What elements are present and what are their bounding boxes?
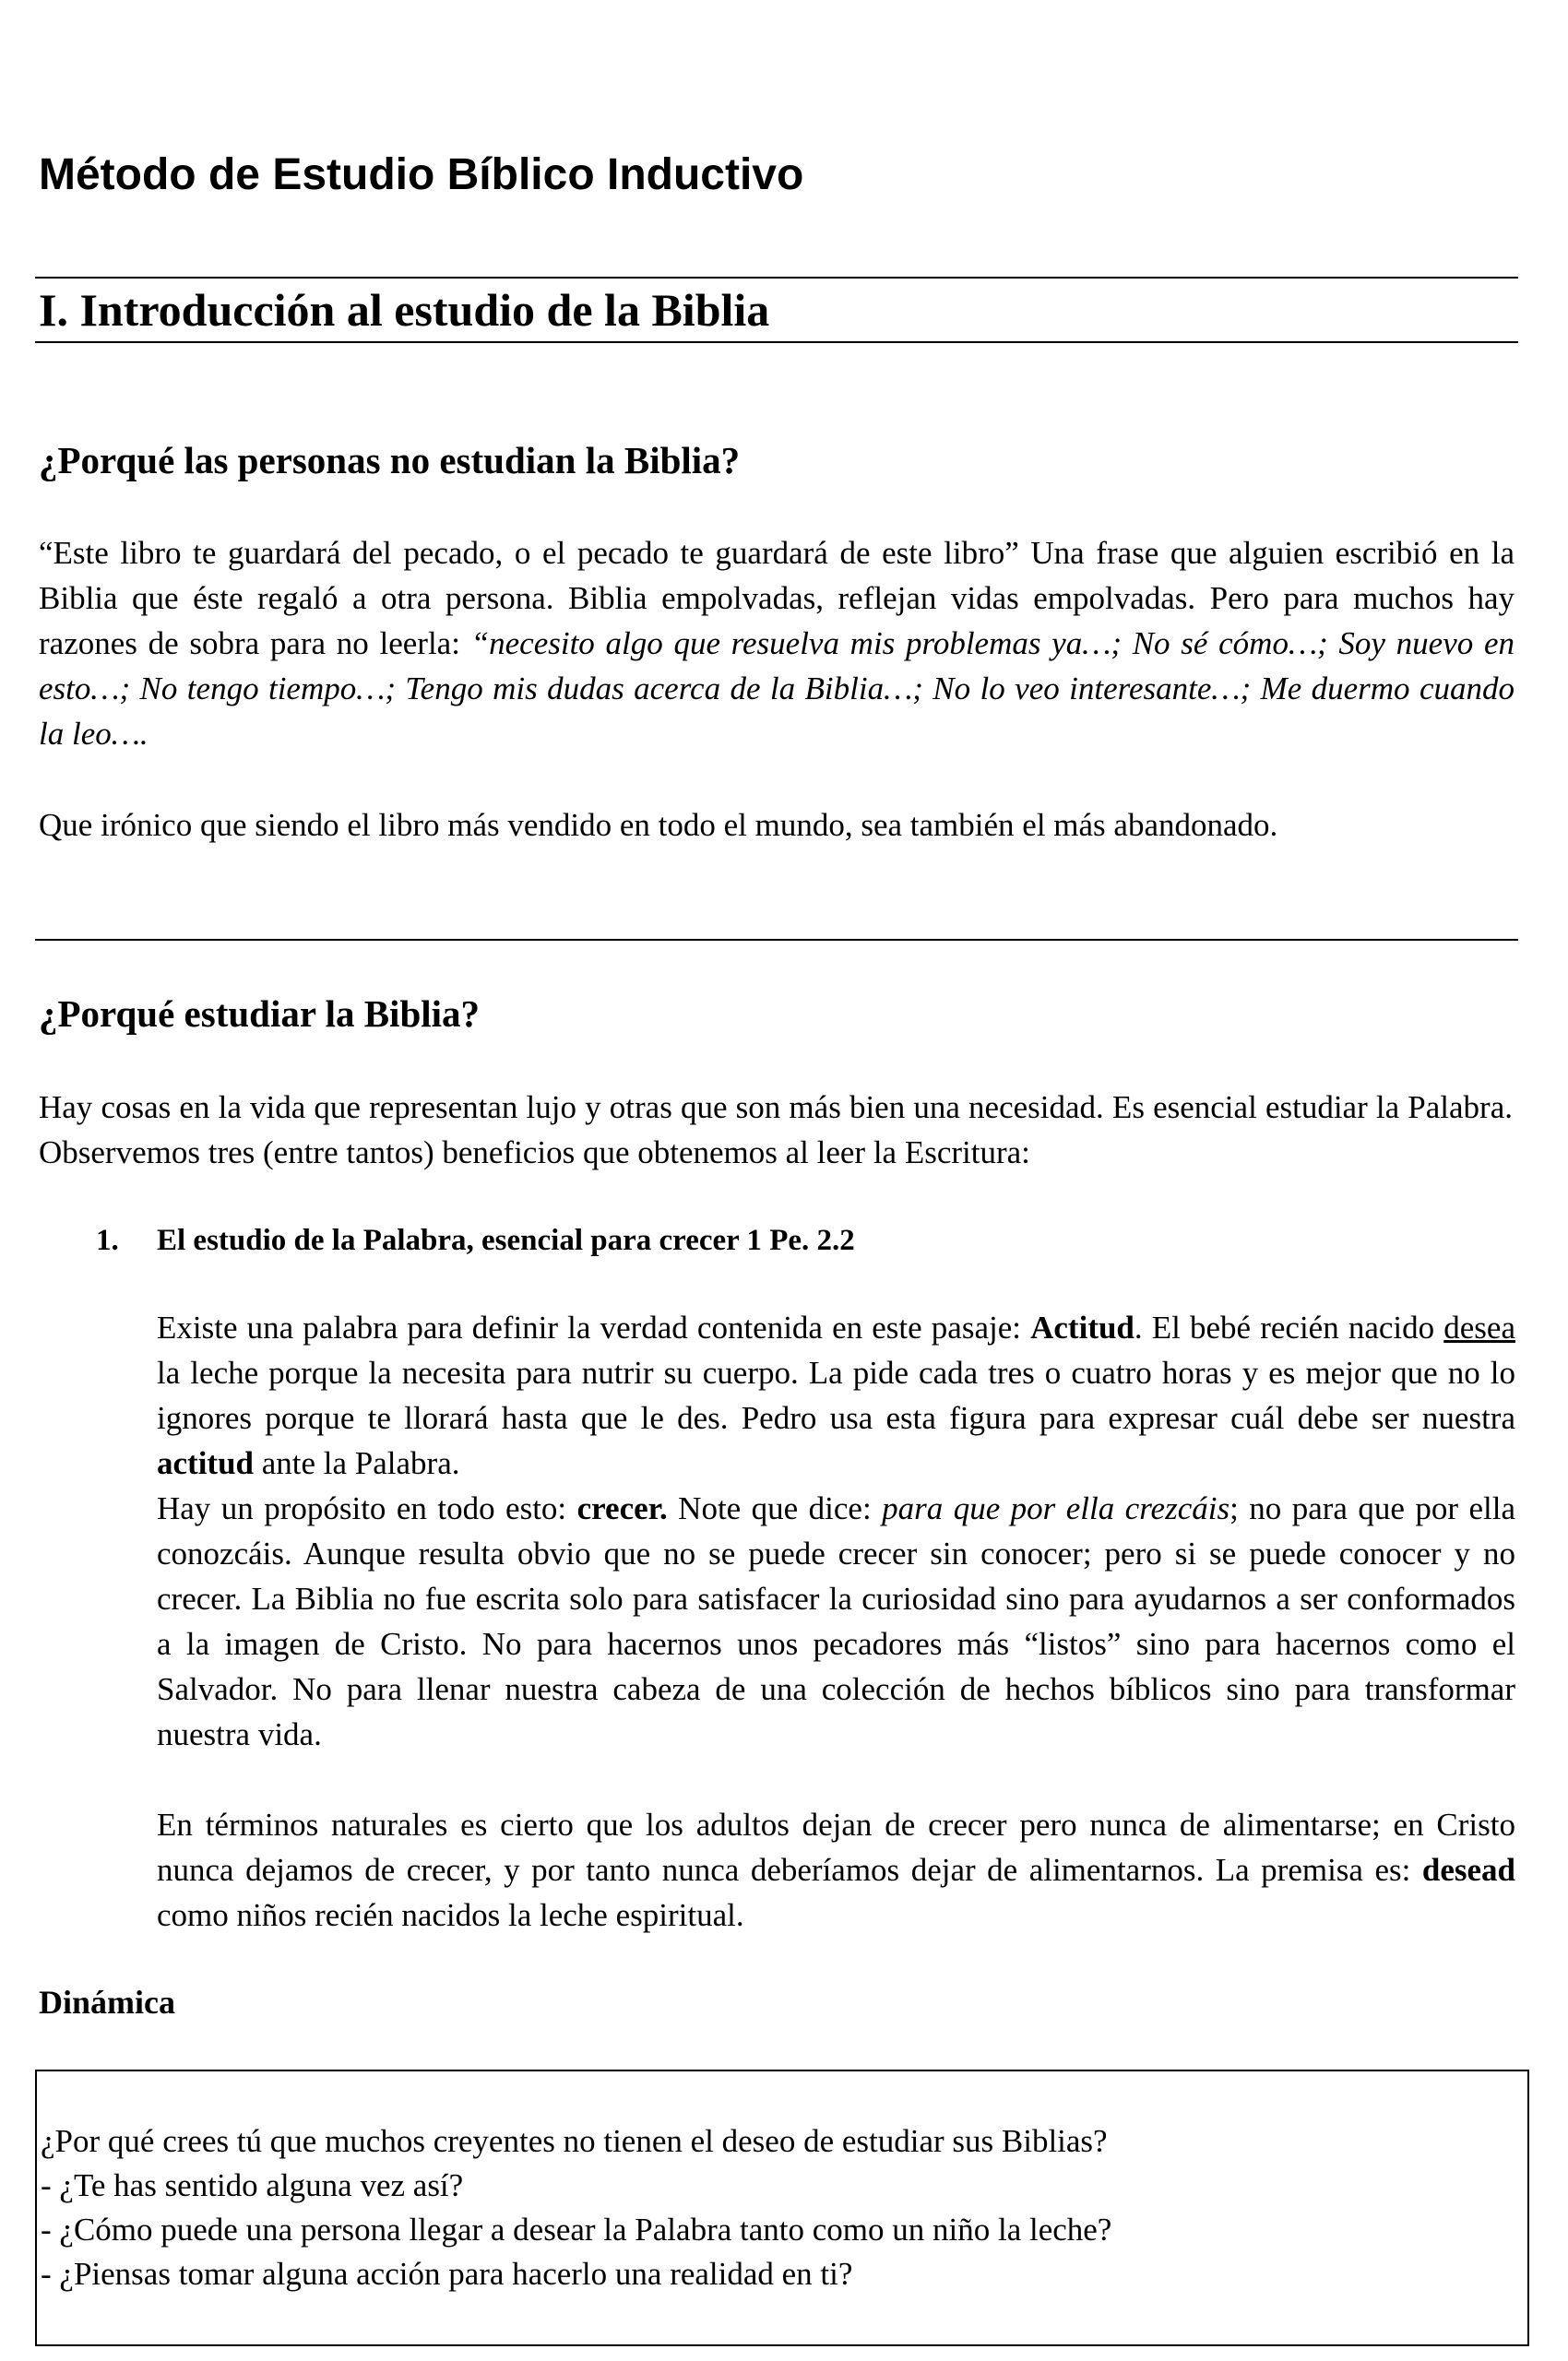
list-item-body xyxy=(157,1305,1515,1757)
intro-quoted-excuses: “necesito algo que resuelva mis problemas ya…; No sé cómo…; Soy nuevo en esto…; No tengo tiempo…; Tengo mis dudas acerca de la Biblia…; No lo veo interesante…; Me duermo cuando la leo…. xyxy=(39,625,1515,752)
premise-paragraph xyxy=(157,1802,1515,1938)
question-line: - ¿Cómo puede una persona llegar a desear la Palabra tanto como un niño la leche? xyxy=(41,2212,1112,2248)
divider-rule xyxy=(35,939,1518,941)
why-not-study-heading: ¿Porqué las personas no estudian la Biblia? xyxy=(39,439,741,481)
bold-text: crecer. xyxy=(576,1490,668,1526)
text-run: . El bebé recién nacido xyxy=(1134,1310,1444,1346)
question-line: ¿Por qué crees tú que muchos creyentes no tienen el deseo de estudiar sus Biblias? xyxy=(41,2123,1108,2159)
purpose-paragraph xyxy=(157,1486,1515,1757)
text-run: Existe una palabra para definir la verdad contenida en este pasaje: xyxy=(157,1310,1031,1346)
section-heading: I. Introducción al estudio de la Biblia xyxy=(39,284,770,336)
list-item-number: 1. xyxy=(96,1224,119,1257)
text-run: la leche porque la necesita para nutrir su cuerpo. La pide cada tres o cuatro horas y es mejor que no lo ignores porque te llorará hasta que le des. Pedro usa esta figura para expresar cuál debe ser nuestra xyxy=(157,1355,1515,1436)
text-run: como niños recién nacidos la leche espiritual. xyxy=(157,1897,744,1933)
why-not-study-paragraph xyxy=(39,530,1515,756)
dynamic-questions-box xyxy=(35,2070,1529,2346)
bold-text: desead xyxy=(1421,1852,1515,1888)
section-top-rule xyxy=(35,277,1518,279)
why-study-paragraph: Hay cosas en la vida que representan lujo y otras que son más bien una necesidad. Es esencial estudiar la Palabra. Observemos tres (entre tantos) beneficios que obtenemos al leer la Escritura: xyxy=(39,1089,1513,1170)
text-run: En términos naturales es cierto que los adultos dejan de crecer pero nunca de alimentarse; en Cristo nunca dejamos de crecer, y por tanto nunca deberíamos dejar de alimentarnos. La premisa es: xyxy=(157,1807,1515,1888)
text-run: Note que dice: xyxy=(667,1490,883,1526)
text-run: ; no para que por ella conozcáis. Aunque resulta obvio que no se puede crecer sin conocer; pero si se puede conocer y no crecer. La Biblia no fue escrita solo para satisfacer la curiosidad sino para ayudarnos a ser conformados a la imagen de Cristo. No para hacernos unos pecadores más “listos” sino para hacernos como el Salvador. No para llenar nuestra cabeza de una colección de hechos bíblicos sino para transformar nuestra vida. xyxy=(157,1490,1515,1752)
text-run: ante la Palabra. xyxy=(254,1445,460,1481)
dynamic-heading: Dinámica xyxy=(39,1984,175,2021)
benefits-list xyxy=(96,1219,1516,1262)
intro-text: “Este libro te guardará del pecado, o el pecado te guardará de este libro” Una frase que alguien escribió en la Biblia que éste regaló a otra persona. Biblia empolvadas, reflejan vidas empolvadas. Pero para muchos hay razones de sobra para no leerla: xyxy=(39,535,1515,661)
text-run: Hay un propósito en todo esto: xyxy=(157,1490,577,1526)
attitude-paragraph xyxy=(157,1305,1515,1486)
italic-text: para que por ella crezcáis xyxy=(882,1490,1230,1526)
bold-text: Actitud xyxy=(1030,1310,1134,1346)
section-bottom-rule xyxy=(35,341,1518,343)
document-title: Método de Estudio Bíblico Inductivo xyxy=(39,150,804,199)
question-line: - ¿Te has sentido alguna vez así? xyxy=(41,2167,464,2203)
why-study-heading: ¿Porqué estudiar la Biblia? xyxy=(39,992,481,1035)
list-item-heading: El estudio de la Palabra, esencial para crecer 1 Pe. 2.2 xyxy=(157,1224,855,1257)
bold-text: actitud xyxy=(157,1445,254,1481)
question-list xyxy=(41,2119,1111,2296)
ironic-paragraph: Que irónico que siendo el libro más vendido en todo el mundo, sea también el más abandonado. xyxy=(39,807,1278,843)
question-line: - ¿Piensas tomar alguna acción para hacerlo una realidad en ti? xyxy=(41,2256,853,2292)
list-item xyxy=(96,1219,1516,1262)
underlined-text: desea xyxy=(1443,1310,1515,1346)
